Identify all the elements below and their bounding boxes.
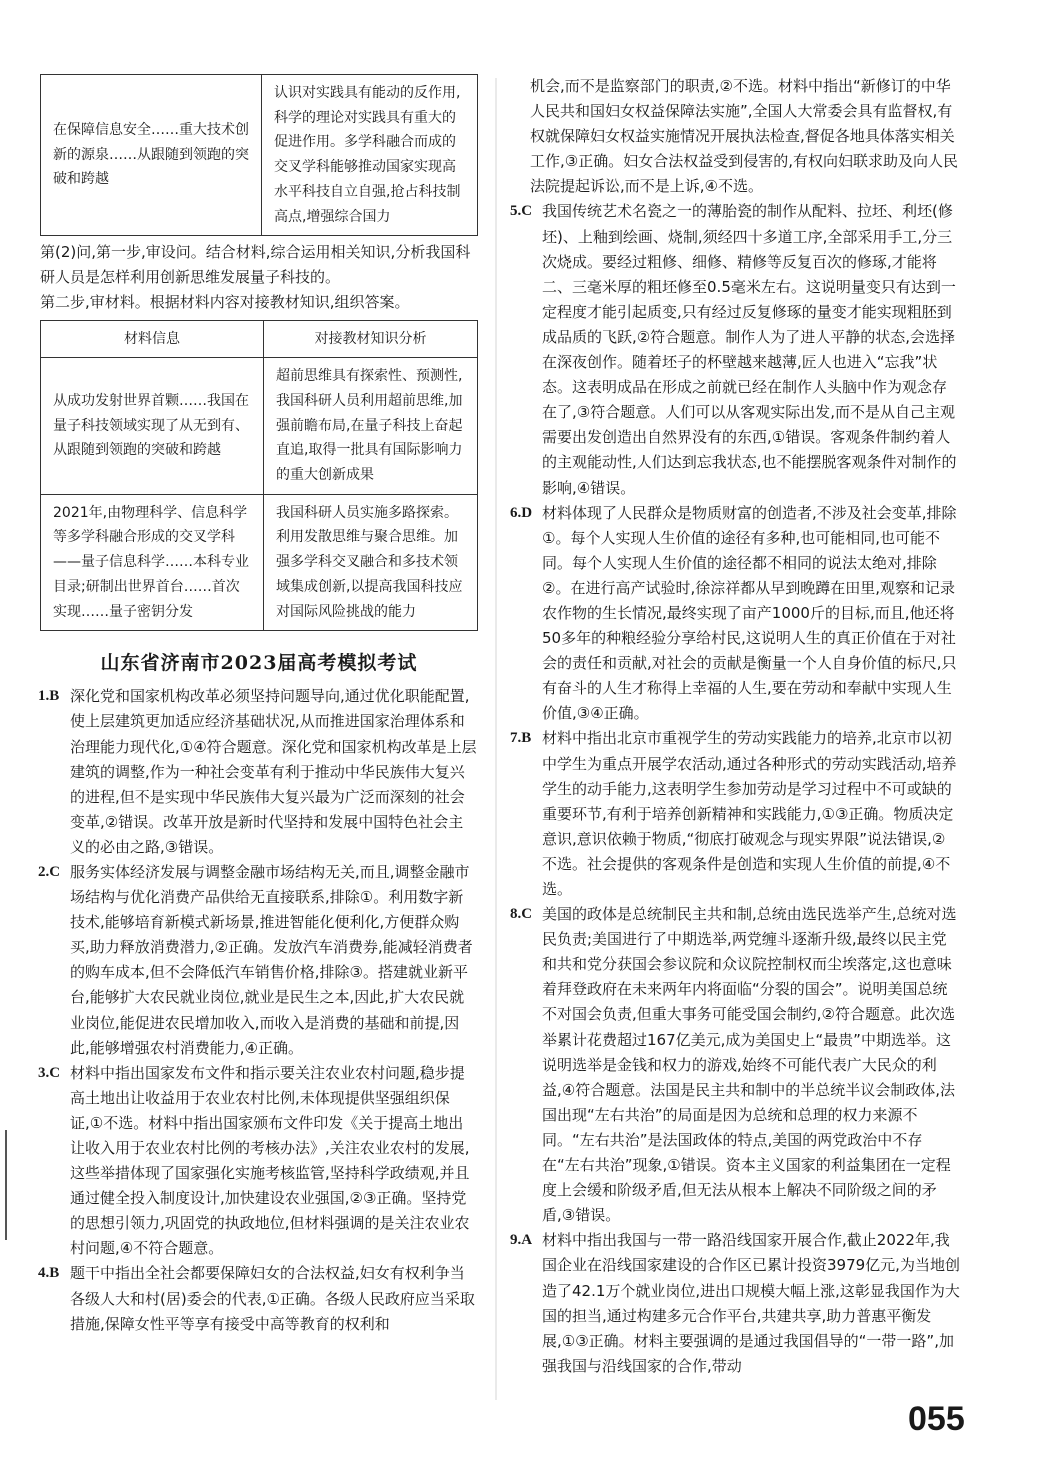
answer-item bbox=[512, 199, 960, 500]
answer-item bbox=[512, 501, 960, 727]
answer-label: 8.C bbox=[510, 906, 533, 923]
table-row bbox=[41, 494, 478, 631]
table-cell: 2021年,由物理科学、信息科学等多学科融合形成的交叉学科——量子信息科学……本科专业目录;研制出世界首台……首次实现……量子密钥分发 bbox=[41, 494, 264, 631]
answer-label: 5.C bbox=[510, 203, 533, 220]
answer-text: 我国传统艺术名瓷之一的薄胎瓷的制作从配料、拉坯、利坯(修坯)、上釉到绘画、烧制,须经四十多道工序,全部采用手工,分三次烧成。要经过粗修、细修、精修等反复百次的修琢,才能将二、三毫米厚的粗坯修至0.5毫米左右。这说明量变只有达到一定程度才能引起质变,只有经过反复修琢的量变才能实现粗胚到成品质的飞跃,②符合题意。制作人为了进人平静的状态,会选择在深夜创作。随着坯子的杯壁越来越薄,匠人也进入“忘我”状态。这表明成品在形成之前就已经在制作人头脑中作为观念存在了,③符合题意。人们可以从客观实际出发,而不是从自己主观需要出发创造出自然界没有的东西,①错误。客观条件制约着人的主观能动性,人们达到忘我状态,也不能摆脱客观条件对制作的影响,④错误。 bbox=[542, 202, 957, 497]
table-cell: 在保障信息安全……重大技术创新的源泉……从跟随到领跑的突破和跨越 bbox=[41, 75, 262, 236]
answer-label: 7.B bbox=[510, 730, 532, 747]
answer-item bbox=[40, 1061, 478, 1262]
table-cell: 从成功发射世界首颗……我国在量子科技领域实现了从无到有、从跟随到领跑的突破和跨越 bbox=[41, 358, 264, 495]
answer-item bbox=[40, 684, 478, 860]
answer-text: 材料体现了人民群众是物质财富的创造者,不涉及社会变革,排除①。每个人实现人生价值的途径有多种,也可能相同,也可能不同。每个人实现人生价值的途径都不相同的说法太绝对,排除②。在进行高产试验时,徐淙祥都从早到晚蹲在田里,观察和记录农作物的生长情况,最终实现了亩产1000斤的目标,而且,他还将50多年的种粮经验分享给村民,这说明人生的真正价值在于对社会的责任和贡献,对社会的贡献是衡量一个人自身价值的标尺,只有奋斗的人生才称得上幸福的人生,要在劳动和奉献中实现人生价值,③④正确。 bbox=[542, 503, 957, 723]
answers-left-list bbox=[40, 684, 478, 1336]
answer-text: 深化党和国家机构改革必须坚持问题导向,通过优化职能配置,使上层建筑更加适应经济基础状况,从而推进国家治理体系和治理能力现代化,①④符合题意。深化党和国家机构改革是上层建筑的调整,作为一种社会变革有利于推动中华民族伟大复兴的进程,但不是实现中华民族伟大复兴最为广泛而深刻的社会变革,②错误。改革开放是新时代坚持和发展中国特色社会主义的必由之路,③错误。 bbox=[70, 687, 477, 856]
answer-item bbox=[40, 1261, 478, 1336]
table-cell: 我国科研人员实施多路探索。利用发散思维与聚合思维。加强多学科交叉融合和多技术领域集成创新,以提高我国科技应对国际风险挑战的能力 bbox=[264, 494, 478, 631]
answer-label: 6.D bbox=[510, 504, 533, 521]
answer-text: 材料中指出北京市重视学生的劳动实践能力的培养,北京市以初中学生为重点开展学农活动,通过各种形式的劳动实践活动,培养学生的动手能力,这表明学生参加劳动是学习过程中不可或缺的重要环节,有利于培养创新精神和实践能力,①③正确。物质决定意识,意识依赖于物质,“彻底打破观念与现实界限”说法错误,②不选。社会提供的客观条件是创造和实现人生价值的前提,④不选。 bbox=[542, 729, 957, 898]
answers-right-list bbox=[512, 199, 960, 1378]
answer-label: 4.B bbox=[38, 1265, 60, 1282]
analysis-table-2 bbox=[40, 320, 478, 632]
answer-text: 材料中指出我国与一带一路沿线国家开展合作,截止2022年,我国企业在沿线国家建设的合作区已累计投资3979亿元,为当地创造了42.1万个就业岗位,进出口规模大幅上涨,这彰显我国作为大国的担当,通过构建多元合作平台,共建共享,助力普惠平衡发展,①③正确。材料主要强调的是通过我国倡导的“一带一路”,加强我国与沿线国家的合作,带动 bbox=[542, 1231, 960, 1375]
table-row bbox=[41, 358, 478, 495]
table-cell: 认识对实践具有能动的反作用,科学的理论对实践具有重大的促进作用。多学科融合而成的交叉学科能够推动国家实现高水平科技自立自强,抢占科技制高点,增强综合国力 bbox=[262, 75, 478, 236]
table-cell: 超前思维具有探索性、预测性,我国科研人员利用超前思维,加强前瞻布局,在量子科技上奋起直追,取得一批具有国际影响力的重大创新成果 bbox=[264, 358, 478, 495]
answer-label: 1.B bbox=[38, 688, 60, 705]
section-title: 山东省济南市2023届高考模拟考试 bbox=[100, 652, 418, 675]
analysis-table-1 bbox=[40, 74, 478, 236]
answer-item bbox=[512, 726, 960, 902]
table-row bbox=[41, 75, 478, 236]
step-paragraph: 第二步,审材料。根据材料内容对接教材知识,组织答案。 bbox=[40, 293, 410, 312]
answer-text: 服务实体经济发展与调整金融市场结构无关,而且,调整金融市场结构与优化消费产品供给无直接联系,排除①。利用数字新技术,能够培育新模式新场景,推进智能化便利化,方便群众购买,助力释放消费潜力,②正确。发放汽车消费券,能减轻消费者的购车成本,但不会降低汽车销售价格,排除③。搭建就业新平台,能够扩大农民就业岗位,就业是民生之本,因此,扩大农民就业岗位,能促进农民增加收入,而收入是消费的基础和前提,因此,能够增强农村消费能力,④正确。 bbox=[70, 862, 473, 1057]
column-header: 对接教材知识分析 bbox=[264, 320, 478, 358]
answer-text: 材料中指出国家发布文件和指示要关注农业农村问题,稳步提高土地出让收益用于农业农村比例,未体现提供坚强组织保证,①不选。材料中指出国家颁布文件印发《关于提高土地出让收入用于农业农村比例的考核办法》,关注农业农村的发展,这些举措体现了国家强化实施考核监管,坚持科学政绩观,并且通过健全投入制度设计,加快建设农业强国,②③正确。坚持党的思想引领力,巩固党的执政地位,但材料强调的是关注农业农村问题,④不符合题意。 bbox=[70, 1063, 470, 1258]
answer-label: 2.C bbox=[38, 863, 61, 880]
answer-text: 题干中指出全社会都要保障妇女的合法权益,妇女有权利争当各级人大和村(居)委会的代表,①正确。各级人民政府应当采取措施,保障女性平等享有接受中高等教育的权利和 bbox=[70, 1264, 475, 1333]
left-column bbox=[40, 74, 478, 1337]
answer-item bbox=[40, 860, 478, 1061]
answer-label: 9.A bbox=[510, 1232, 533, 1249]
column-header: 材料信息 bbox=[41, 320, 264, 358]
answer-item bbox=[512, 902, 960, 1228]
answer-text: 美国的政体是总统制民主共和制,总统由选民选举产生,总统对选民负责;美国进行了中期选举,两党缠斗逐渐升级,最终以民主党和共和党分获国会参议院和众议院控制权而尘埃落定,这也意味着拜登政府在未来两年内将面临“分裂的国会”。说明美国总统不对国会负责,但重大事务可能受国会制约,②符合题意。此次选举累计花费超过167亿美元,成为美国史上“最贵”中期选举。这说明选举是金钱和权力的游戏,始终不可能代表广大民众的利益,④符合题意。法国是民主共和制中的半总统半议会制政体,法国出现“左右共治”的局面是因为总统和总理的权力来源不同。“左右共治”是法国政体的特点,美国的两党政治中不存在“左右共治”现象,①错误。资本主义国家的利益集团在一定程度上会缓和阶级矛盾,但无法从根本上解决不同阶级之间的矛盾,③错误。 bbox=[542, 905, 957, 1225]
answer-item bbox=[512, 1228, 960, 1379]
answer-label: 3.C bbox=[38, 1064, 61, 1081]
right-column bbox=[512, 74, 960, 1379]
continued-paragraph: 机会,而不是监察部门的职责,②不选。材料中指出“新修订的中华人民共和国妇女权益保障法实施”,全国人大常委会具有监督权,有权就保障妇女权益实施情况开展执法检查,督促各地具体落实相关工作,③正确。妇女合法权益受到侵害的,有权向妇联求助及向人民法院提起诉讼,而不是上诉,④不选。 bbox=[530, 77, 958, 196]
page-number: 055 bbox=[908, 1400, 965, 1438]
step-paragraph: 第(2)问,第一步,审设问。结合材料,综合运用相关知识,分析我国科研人员是怎样利用创新思维发展量子科技的。 bbox=[40, 243, 471, 287]
table-header-row bbox=[41, 320, 478, 358]
